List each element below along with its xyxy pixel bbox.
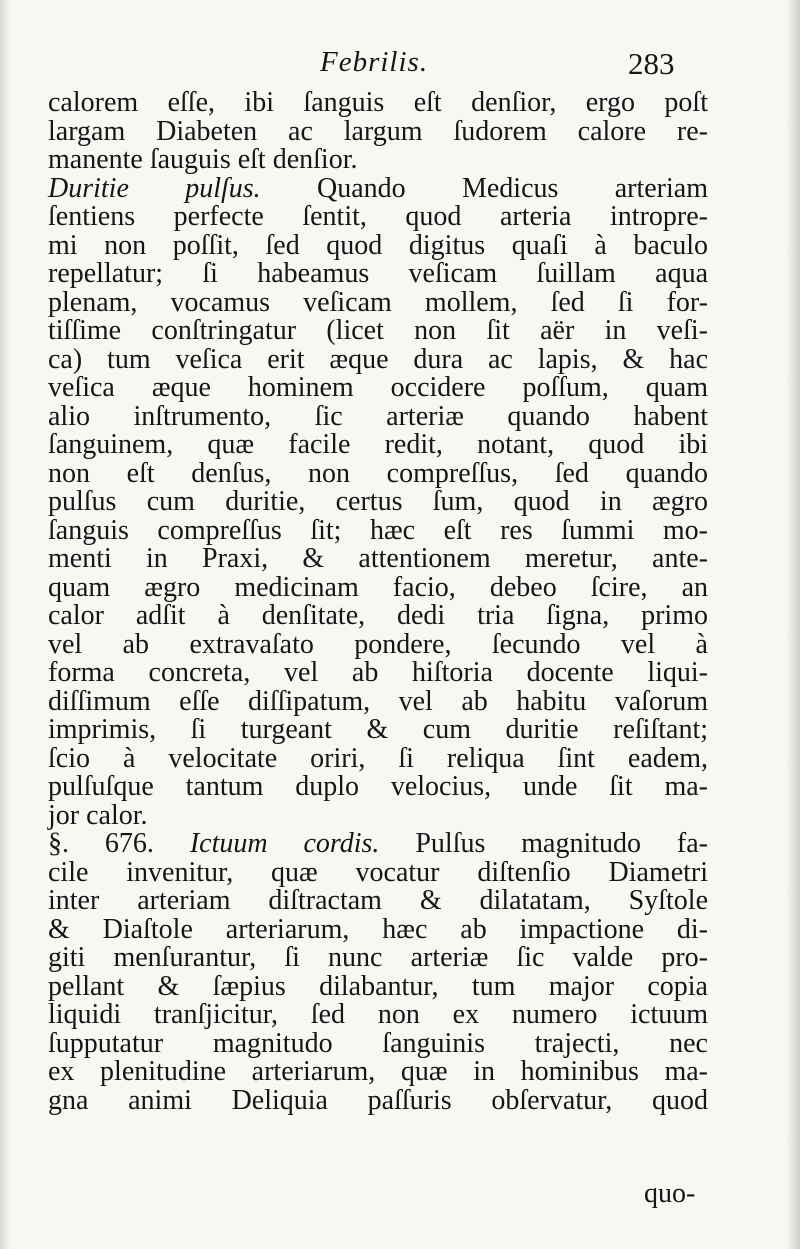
text-line: quam ægro medicinam facio, debeo ſcire, an — [48, 571, 708, 603]
text-line: repellatur; ſi habeamus veſicam ſuillam aqua — [48, 258, 708, 289]
text-line: Duritie pulſus. Quando Medicus arteriam — [48, 172, 708, 204]
text-line: calorem eſſe, ibi ſanguis eſt denſior, ergo poſt — [48, 87, 708, 118]
text-line: ſanguis compreſſus ſit; hæc eſt res ſummi mo- — [48, 514, 708, 546]
run-in-heading: Duritie pulſus. — [48, 172, 261, 204]
text-line: §. 676. Ictuum cordis. Pulſus magnitudo fa- — [48, 828, 709, 859]
text-line: veſica æque hominem occidere poſſum, quam — [48, 372, 708, 403]
page-edge-right — [786, 0, 800, 1249]
text-line: jor calor. — [48, 799, 148, 831]
page-header — [0, 46, 800, 86]
text-line: pulſuſque tantum duplo velocius, unde ſit ma- — [48, 771, 708, 802]
text-line: ſupputatur magnitudo ſanguinis trajecti, nec — [48, 1027, 708, 1059]
text-line: menti in Praxi, & attentionem meretur, ante- — [48, 543, 708, 574]
text-line: non eſt denſus, non compreſſus, ſed quando — [48, 457, 708, 489]
text-line: manente ſauguis eſt denſior. — [48, 144, 358, 175]
catchword: quo- — [644, 1178, 696, 1209]
text-line: pulſus cum duritie, certus ſum, quod in ægro — [48, 486, 708, 517]
text-line: alio inſtrumento, ſic arteriæ quando habent — [48, 400, 708, 432]
text-line: ſcio à velocitate oriri, ſi reliqua ſint eadem, — [48, 742, 708, 774]
text-line: inter arteriam diſtractam & dilatatam, Syſtole — [48, 885, 708, 916]
text-line: liquidi tranſjicitur, ſed non ex numero ictuum — [48, 999, 708, 1030]
body-text — [48, 89, 708, 1115]
page-number: 283 — [628, 46, 675, 81]
text-line: diſſimum eſſe diſſipatum, vel ab habitu vaſorum — [48, 685, 708, 717]
text-line: & Diaſtole arteriarum, hæc ab impactione di- — [48, 913, 708, 945]
text-line: forma concreta, vel ab hiſtoria docente liqui- — [48, 657, 708, 688]
text-line: giti menſurantur, ſi nunc arteriæ ſic valde pro- — [48, 942, 708, 973]
running-title: Febrilis. — [320, 46, 429, 78]
text-line: calor adſit à denſitate, dedi tria ſigna, primo — [48, 600, 708, 631]
text-line: ca) tum veſica erit æque dura ac lapis, & hac — [48, 343, 708, 375]
text-line: pellant & ſæpius dilabantur, tum major copia — [48, 970, 708, 1002]
text-line: imprimis, ſi turgeant & cum duritie reſiſtant; — [48, 714, 708, 745]
text-line: ſentiens perfecte ſentit, quod arteria intropre- — [48, 201, 708, 232]
text-line: cile invenitur, quæ vocatur diſtenſio Diametri — [48, 856, 708, 888]
text-line: plenam, vocamus veſicam mollem, ſed ſi for- — [48, 286, 708, 318]
text-line: ſanguinem, quæ facile redit, notant, quod ibi — [48, 429, 708, 460]
text-line: ex plenitudine arteriarum, quæ in hominibus ma- — [48, 1056, 708, 1087]
text-line: tiſſime conſtringatur (licet non ſit aër in veſi- — [48, 315, 708, 346]
text-line: vel ab extravaſato pondere, ſecundo vel à — [48, 628, 708, 660]
run-in-heading: Ictuum cordis. — [189, 828, 380, 859]
text-line: largam Diabeten ac largum ſudorem calore re- — [48, 115, 708, 147]
page-edge-left — [0, 0, 10, 1249]
text-line: mi non poſſit, ſed quod digitus quaſi à baculo — [48, 229, 708, 261]
text-line: gna animi Deliquia paſſuris obſervatur, quod — [48, 1084, 708, 1116]
